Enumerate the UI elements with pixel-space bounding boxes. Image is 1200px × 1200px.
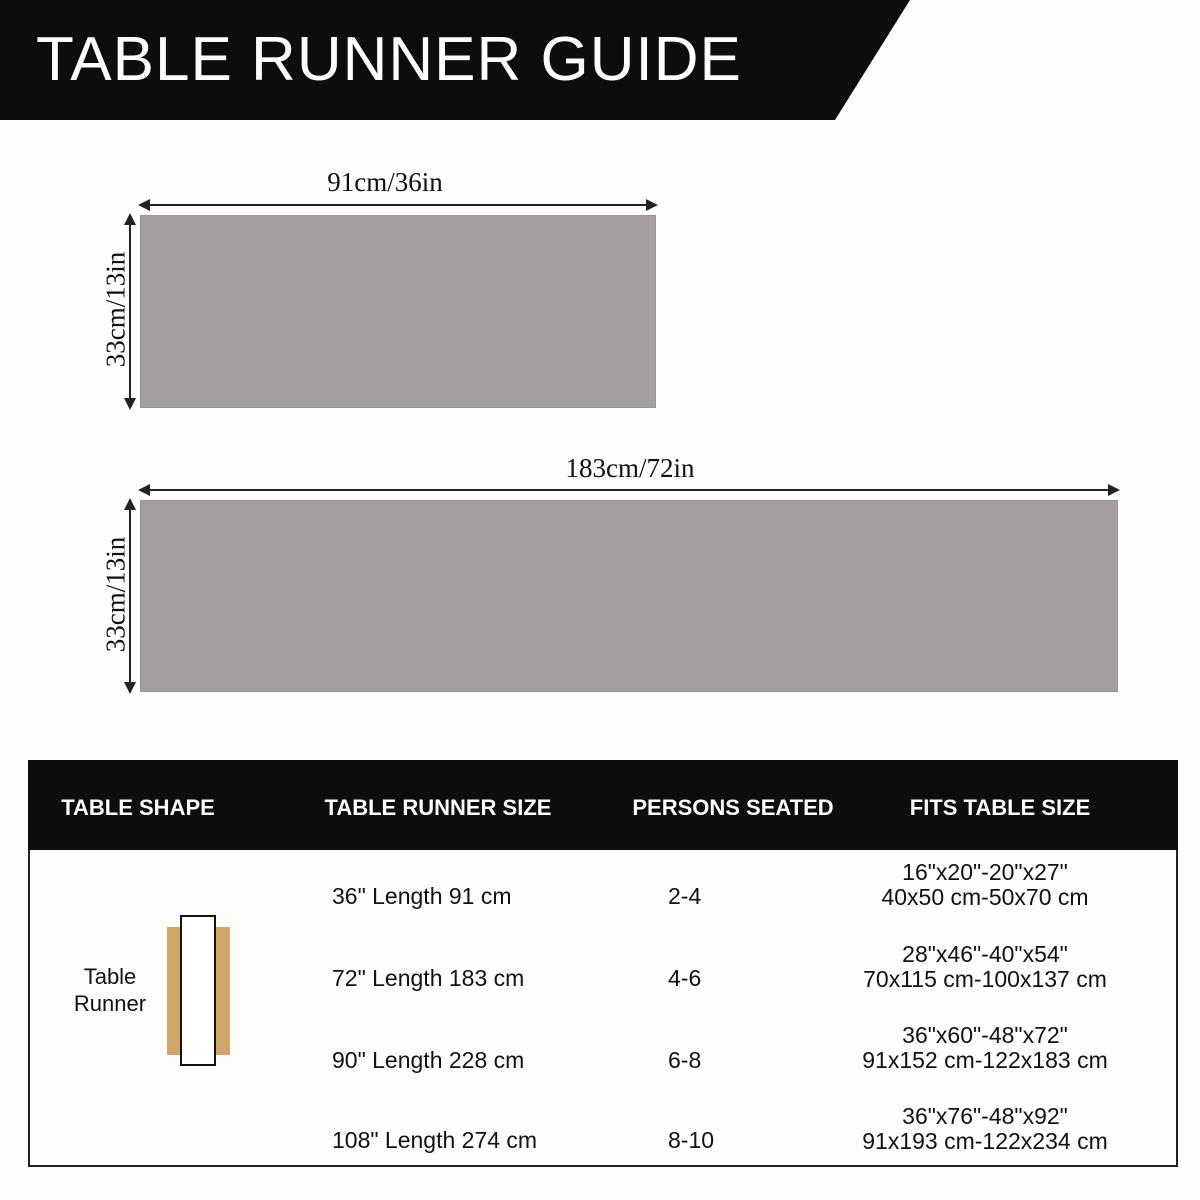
row-1-persons: 2-4 bbox=[668, 883, 702, 909]
header-runner-size: TABLE RUNNER SIZE bbox=[324, 795, 552, 820]
row-1-fits-in: 16"x20"-20"x27" bbox=[902, 859, 1068, 885]
runner-2-height-label: 33cm/13in bbox=[100, 536, 131, 653]
row-2-fits-cm: 70x115 cm-100x137 cm bbox=[863, 966, 1107, 992]
runner-2-width-label: 183cm/72in bbox=[565, 453, 695, 483]
row-4-persons: 8-10 bbox=[668, 1127, 715, 1153]
row-3-size: 90" Length 228 cm bbox=[332, 1047, 525, 1073]
header-fits-table-size: FITS TABLE SIZE bbox=[909, 795, 1091, 820]
row-1-fits bbox=[881, 860, 1088, 910]
row-4-size: 108" Length 274 cm bbox=[332, 1127, 538, 1153]
header-table-shape: TABLE SHAPE bbox=[61, 795, 215, 820]
row-1-fits-cm: 40x50 cm-50x70 cm bbox=[881, 884, 1089, 910]
runner-2-width-arrow bbox=[140, 489, 1118, 491]
row-4-fits-in: 36"x76"-48"x92" bbox=[902, 1103, 1068, 1129]
header-persons-seated: PERSONS SEATED bbox=[632, 795, 834, 820]
row-2-size: 72" Length 183 cm bbox=[332, 965, 525, 991]
row-4-fits-cm: 91x193 cm-122x234 cm bbox=[862, 1128, 1108, 1154]
row-2-fits-in: 28"x46"-40"x54" bbox=[902, 941, 1068, 967]
row-3-persons: 6-8 bbox=[668, 1047, 702, 1073]
row-3-fits-cm: 91x152 cm-122x183 cm bbox=[862, 1047, 1108, 1073]
table-shape-label-line1: Table bbox=[83, 964, 137, 989]
runner-1-width-arrow bbox=[140, 204, 656, 206]
runner-1-illustration bbox=[140, 215, 656, 408]
row-3-fits bbox=[862, 1023, 1107, 1073]
table-shape-label bbox=[60, 963, 160, 1017]
page-title: TABLE RUNNER GUIDE bbox=[36, 25, 742, 94]
runner-1-height-label: 33cm/13in bbox=[100, 251, 131, 368]
row-4-fits bbox=[862, 1104, 1107, 1154]
row-3-fits-in: 36"x60"-48"x72" bbox=[902, 1022, 1068, 1048]
runner-2-illustration bbox=[140, 500, 1118, 692]
row-2-fits bbox=[863, 942, 1107, 992]
row-2-persons: 4-6 bbox=[668, 965, 702, 991]
runner-on-table-icon bbox=[180, 915, 216, 1066]
row-1-size: 36" Length 91 cm bbox=[332, 883, 512, 909]
runner-1-width-label: 91cm/36in bbox=[327, 167, 443, 197]
table-shape-label-line2: Runner bbox=[73, 991, 147, 1016]
